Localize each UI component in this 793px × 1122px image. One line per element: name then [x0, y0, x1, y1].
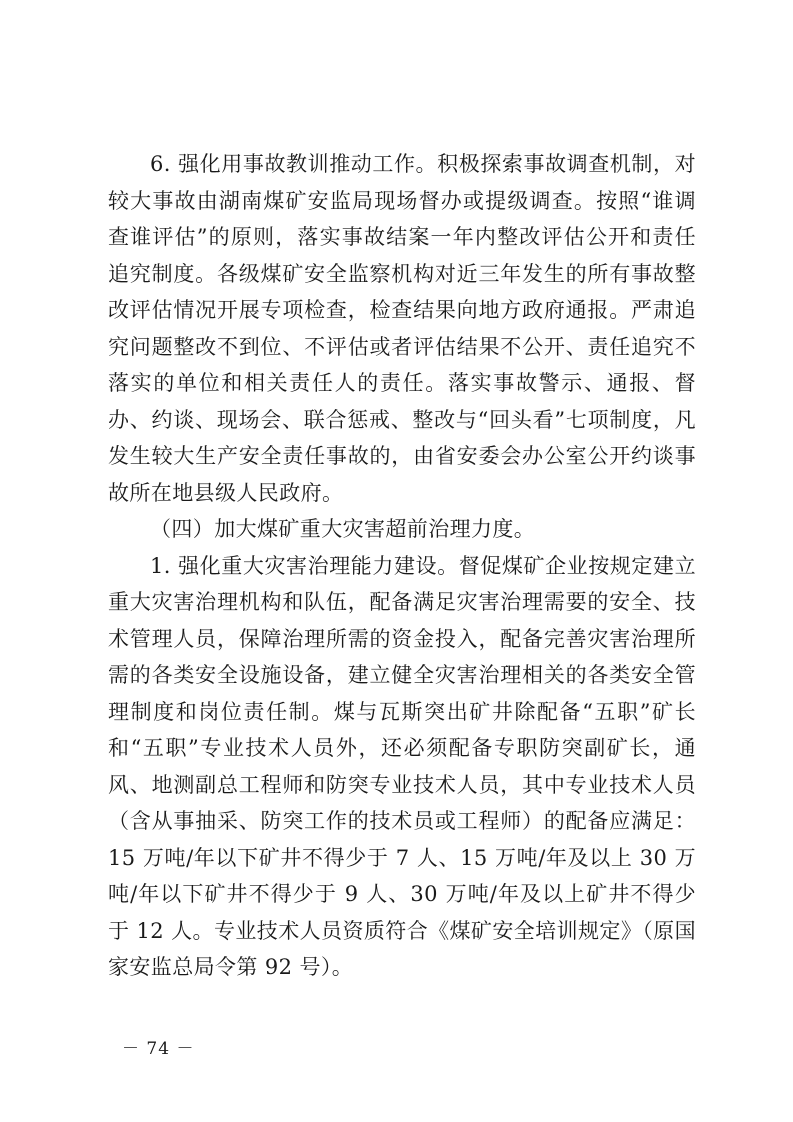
- page-body: [108, 146, 696, 986]
- paragraph-disaster-capacity: 1. 强化重大灾害治理能力建设。督促煤矿企业按规定建立重大灾害治理机构和队伍，配备满足灾害治理需要的安全、技术管理人员，保障治理所需的资金投入，配备完善灾害治理所需的各类安全设施设备，建立健全灾害治理相关的各类安全管理制度和岗位责任制。煤与瓦斯突出矿井除配备“五职”矿长和“五职”专业技术人员外，还必须配备专职防突副矿长，通风、地测副总工程师和防突专业技术人员，其中专业技术人员（含从事抽采、防突工作的技术员或工程师）的配备应满足：15 万吨/年以下矿井不得少于 7 人、15 万吨/年及以上 30 万吨/年以下矿井不得少于 9 人、30 万吨/年及以上矿井不得少于 12 人。专业技术人员资质符合《煤矿安全培训规定》（原国家安监总局令第 92 号）。: [108, 553, 696, 979]
- paragraph-accident-lessons: 6. 强化用事故教训推动工作。积极探索事故调查机制，对较大事故由湖南煤矿安监局现场督办或提级调查。按照“谁调查谁评估”的原则，落实事故结案一年内整改评估公开和责任追究制度。各级煤矿安全监察机构对近三年发生的所有事故整改评估情况开展专项检查，检查结果向地方政府通报。严肃追究问题整改不到位、不评估或者评估结果不公开、责任追究不落实的单位和相关责任人的责任。落实事故警示、通报、督办、约谈、现场会、联合惩戒、整改与“回头看”七项制度，凡发生较大生产安全责任事故的，由省安委会办公室公开约谈事故所在地县级人民政府。: [108, 152, 696, 505]
- section-heading: （四）加大煤矿重大灾害超前治理力度。: [150, 517, 536, 541]
- page-number: － 74 －: [122, 1039, 195, 1059]
